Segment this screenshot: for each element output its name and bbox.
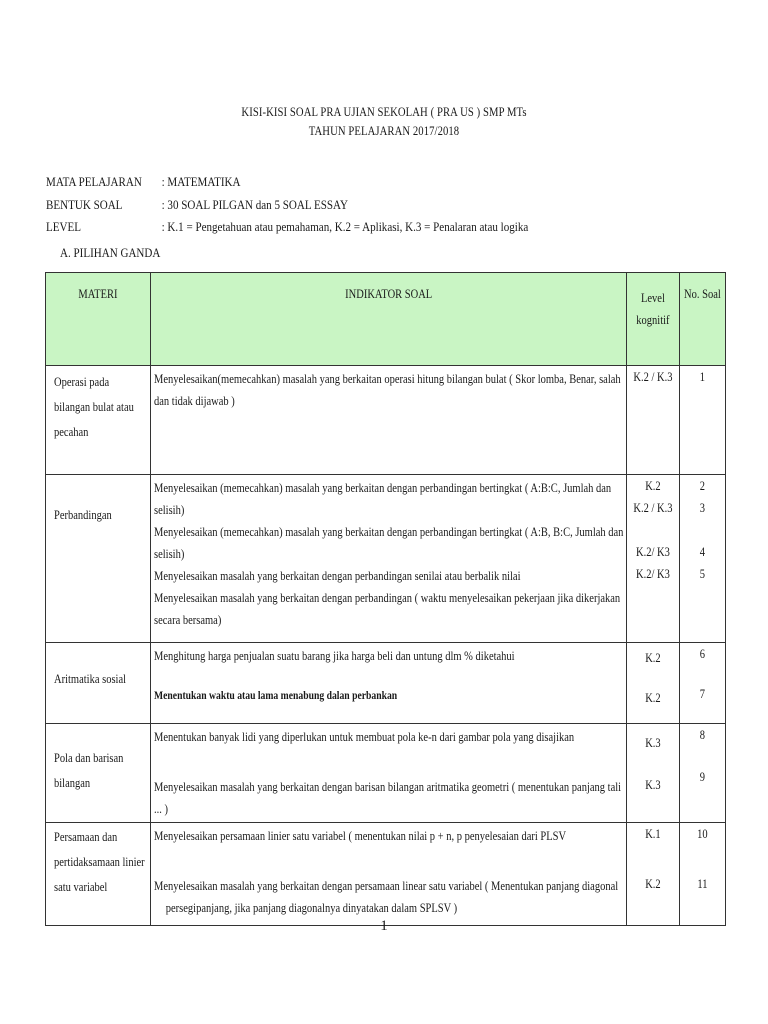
- cell-level: K.2 K.2: [627, 643, 680, 724]
- page-number: 1: [380, 918, 388, 934]
- cell-indikator: Menyelesaikan(memecahkan) masalah yang berkaitan operasi hitung bilangan bulat ( Skor lomba, Benar, salah dan tidak dijawab ): [150, 366, 626, 475]
- cell-materi: Perbandingan: [46, 475, 151, 643]
- cell-level: K.2 / K.3: [627, 366, 680, 475]
- document-subtitle: TAHUN PELAJARAN 2017/2018: [308, 123, 460, 138]
- meta-form: [46, 197, 348, 213]
- meta-subject-value: : MATEMATIKA: [161, 174, 241, 189]
- cell-indikator: Menyelesaikan (memecahkan) masalah yang berkaitan dengan perbandingan bertingkat ( A:B:C, Jumlah dan selisih) Menyelesaikan (memecahkan) masalah yang berkaitan dengan perbandingan bertingkat ( A:B, B:C, Jumlah dan selisih) Menyelesaikan masalah yang berkaitan dengan perbandingan senilai atau berbalik nilai Menyelesaikan masalah yang berkaitan dengan perbandingan ( waktu menyelesaikan pekerjaan jika dikerjakan secara bersama): [150, 475, 626, 643]
- cell-indikator: Menentukan banyak lidi yang diperlukan untuk membuat pola ke-n dari gambar pola yang disajikan Menyelesaikan masalah yang berkaitan dengan barisan bilangan aritmatika geometri ( menentukan panjang tali ... ): [150, 724, 626, 823]
- cell-no: 6 7: [680, 643, 726, 724]
- cell-materi: Pola dan barisan bilangan: [46, 724, 151, 823]
- cell-indikator: Menghitung harga penjualan suatu barang jika harga beli dan untung dlm % diketahui Menentukan waktu atau lama menabung dalan perbankan: [150, 643, 626, 724]
- section-title: A. PILIHAN GANDA: [60, 245, 161, 260]
- cell-no: 2 3 4 5: [680, 475, 726, 643]
- header-indikator: INDIKATOR SOAL: [150, 273, 626, 366]
- document-title: KISI-KISI SOAL PRA UJIAN SEKOLAH ( PRA US ) SMP MTs: [241, 104, 527, 119]
- table-row: [46, 366, 726, 475]
- table-row: [46, 823, 726, 926]
- cell-materi: Aritmatika sosial: [46, 643, 151, 724]
- meta-subject: [46, 174, 240, 190]
- meta-level-label: LEVEL: [46, 219, 81, 234]
- cell-level: K.3 K.3: [627, 724, 680, 823]
- header-no: No. Soal: [680, 273, 726, 366]
- table-header-row: [46, 273, 726, 366]
- meta-form-value: : 30 SOAL PILGAN dan 5 SOAL ESSAY: [161, 197, 348, 212]
- header-level: Level kognitif: [627, 273, 680, 366]
- meta-level: [46, 219, 528, 235]
- meta-form-label: BENTUK SOAL: [46, 197, 123, 212]
- cell-no: 8 9: [680, 724, 726, 823]
- cell-indikator: Menyelesaikan persamaan linier satu variabel ( menentukan nilai p + n, p penyelesaian dari PLSV Menyelesaikan masalah yang berkaitan dengan persamaan linear satu variabel ( Menentukan panjang diagonal persegipanjang, jika panjang diagonalnya dinyatakan dalam SPLSV ): [150, 823, 626, 926]
- table-row: [46, 643, 726, 724]
- cell-materi: Operasi pada bilangan bulat atau pecahan: [46, 366, 151, 475]
- cell-no: 10 11: [680, 823, 726, 926]
- cell-materi: Persamaan dan pertidaksamaan linier satu variabel: [46, 823, 151, 926]
- table-row: [46, 475, 726, 643]
- meta-subject-label: MATA PELAJARAN: [46, 174, 142, 189]
- header-materi: MATERI: [46, 273, 151, 366]
- grid-table: [45, 272, 726, 926]
- cell-level: K.1 K.2: [627, 823, 680, 926]
- meta-level-value: : K.1 = Pengetahuan atau pemahaman, K.2 = Aplikasi, K.3 = Penalaran atau logika: [161, 219, 529, 234]
- cell-no: 1: [680, 366, 726, 475]
- cell-level: K.2 K.2 / K.3 K.2/ K3 K.2/ K3: [627, 475, 680, 643]
- table-row: [46, 724, 726, 823]
